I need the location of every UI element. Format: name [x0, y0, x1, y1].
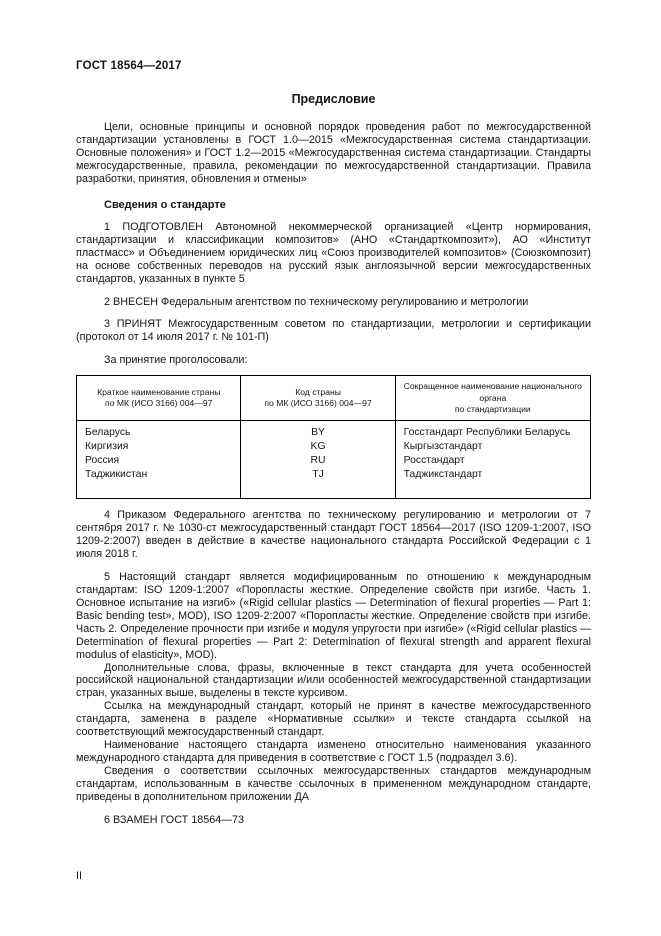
voting-table-header-org — [395, 376, 590, 421]
country-code: TJ — [312, 469, 324, 480]
header-code-line-2: по МК (ИСО 3166) 004—97 — [264, 398, 372, 409]
intro-paragraph: Цели, основные принципы и основной порядок проведения работ по межгосударственной стандартизации установлены в ГОСТ 1.0—2015 «Межгосударственная система стандартизации. Основные положения» и ГОСТ 1.2—2015 «Межгосударственная система стандартизации. Стандарты межгосударственные, правила, рекомендации по межгосударственной стандартизации. Правила разработки, принятия, обновления и отмены» — [76, 121, 591, 185]
standard-info-item-5: 5 Настоящий стандарт является модифицированным по отношению к международным стандартам: ISO 1209-1:2007 «Поропласты жесткие. Определение свойств при изгибе. Часть 1. Основное испытание на изгиб» («Rigid cellular plastics — Determination of flexural properties — Part 1: Basic bending test», MOD), ISO 1209-2:2007 «Поропласты жесткие. Определение свойств при изгибе. Часть 2. Определение прочности при изгибе и модуля упругости при изгибе» («Rigid cellular plastics — Determination of flexural properties — Part 2: Determination of flexural strength and apparent flexural modulus of elasticity», MOD). — [76, 570, 591, 661]
country-name: Беларусь — [85, 426, 131, 438]
header-org-line-2: по стандартизации — [454, 403, 531, 414]
voting-table-header-country — [77, 376, 241, 421]
standard-info-item-5-note-3: Наименование настоящего стандарта изменено относительно наименования указанного международного стандарта для приведения в соответствие с ГОСТ 1.5 (подраздел 3.6). — [76, 739, 591, 765]
voting-table-body — [77, 420, 591, 498]
standard-info-item-5-note-4: Сведения о соответствии ссылочных межгосударственных стандартов международным стандартам, использованным в качестве ссылочных в примененном международном стандарте, приведены в дополнительном приложении ДА — [76, 765, 591, 804]
header-country-line-1: Краткое наименование страны — [97, 386, 221, 397]
standard-info-item-1: 1 ПОДГОТОВЛЕН Автономной некоммерческой организацией «Центр нормирования, стандартизации и классификации композитов» (АНО «Стандарткомпозит»), АО «Институт пластмасс» и Объединением юридических лиц «Союз производителей композитов» (Союзкомпозит) на основе собственных переводов на русский язык англоязычной версии межгосударственных стандартов, указанных в пункте 5 — [76, 220, 591, 285]
country-name: Россия — [85, 454, 120, 466]
voting-table-head — [77, 376, 591, 421]
voting-table — [76, 375, 591, 499]
header-country-line-2: по МК (ИСО 3166) 004—97 — [105, 398, 213, 409]
country-name: Киргизия — [85, 440, 129, 452]
voting-intro: За принятие проголосовали: — [104, 354, 248, 367]
document-code: ГОСТ 18564—2017 — [76, 60, 182, 72]
country-code: RU — [310, 454, 326, 466]
organization-name: Кыргызстандарт — [403, 440, 483, 452]
organization-name: Таджикстандарт — [403, 469, 483, 480]
page-number: II — [76, 870, 82, 882]
standard-info-item-5-note-2: Ссылка на международный стандарт, который не принят в качестве межгосударственного стандарта, заменена в разделе «Нормативные ссылки» и тексте стандарта ссылкой на соответствующий межгосударственный стандарт. — [76, 700, 591, 739]
country-code-cell — [241, 420, 395, 498]
country-cell — [77, 420, 241, 498]
header-code-line-1: Код страны — [295, 386, 341, 397]
header-org-line-1: Сокращенное наименование национального органа — [403, 381, 582, 403]
page-title: Предисловие — [291, 92, 376, 106]
standard-info-item-3: 3 ПРИНЯТ Межгосударственным советом по стандартизации, метрологии и сертификации (протокол от 14 июля 2017 г. № 101-П) — [76, 318, 591, 344]
voting-table-header-code — [241, 376, 395, 421]
country-code: KG — [310, 440, 326, 452]
organization-name: Росстандарт — [403, 454, 465, 466]
standard-info-item-4: 4 Приказом Федерального агентства по техническому регулированию и метрологии от 7 сентября 2017 г. № 1030-ст межгосударственный стандарт ГОСТ 18564—2017 (ISO 1209-1:2007, ISO 1209-2:2007) введен в действие в качестве национального стандарта Российской Федерации с 1 июля 2018 г. — [76, 509, 591, 560]
voting-table-header-row — [77, 376, 591, 421]
organization-cell — [395, 420, 590, 498]
standard-info-item-2: 2 ВНЕСЕН Федеральным агентством по техническому регулированию и метрологии — [104, 295, 529, 308]
organization-name: Госстандарт Республики Беларусь — [403, 426, 571, 438]
standard-info-item-5-note-1: Дополнительные слова, фразы, включенные в текст стандарта для учета особенностей российской национальной стандартизации и/или особенностей межгосударственной стандартизации стран, указанных выше, выделены в тексте курсивом. — [76, 661, 591, 700]
standard-info-item-6: 6 ВЗАМЕН ГОСТ 18564—73 — [104, 814, 245, 827]
country-name: Таджикистан — [85, 469, 148, 480]
country-code: BY — [311, 426, 325, 438]
table-row — [77, 420, 591, 498]
section-heading: Сведения о стандарте — [104, 198, 226, 211]
